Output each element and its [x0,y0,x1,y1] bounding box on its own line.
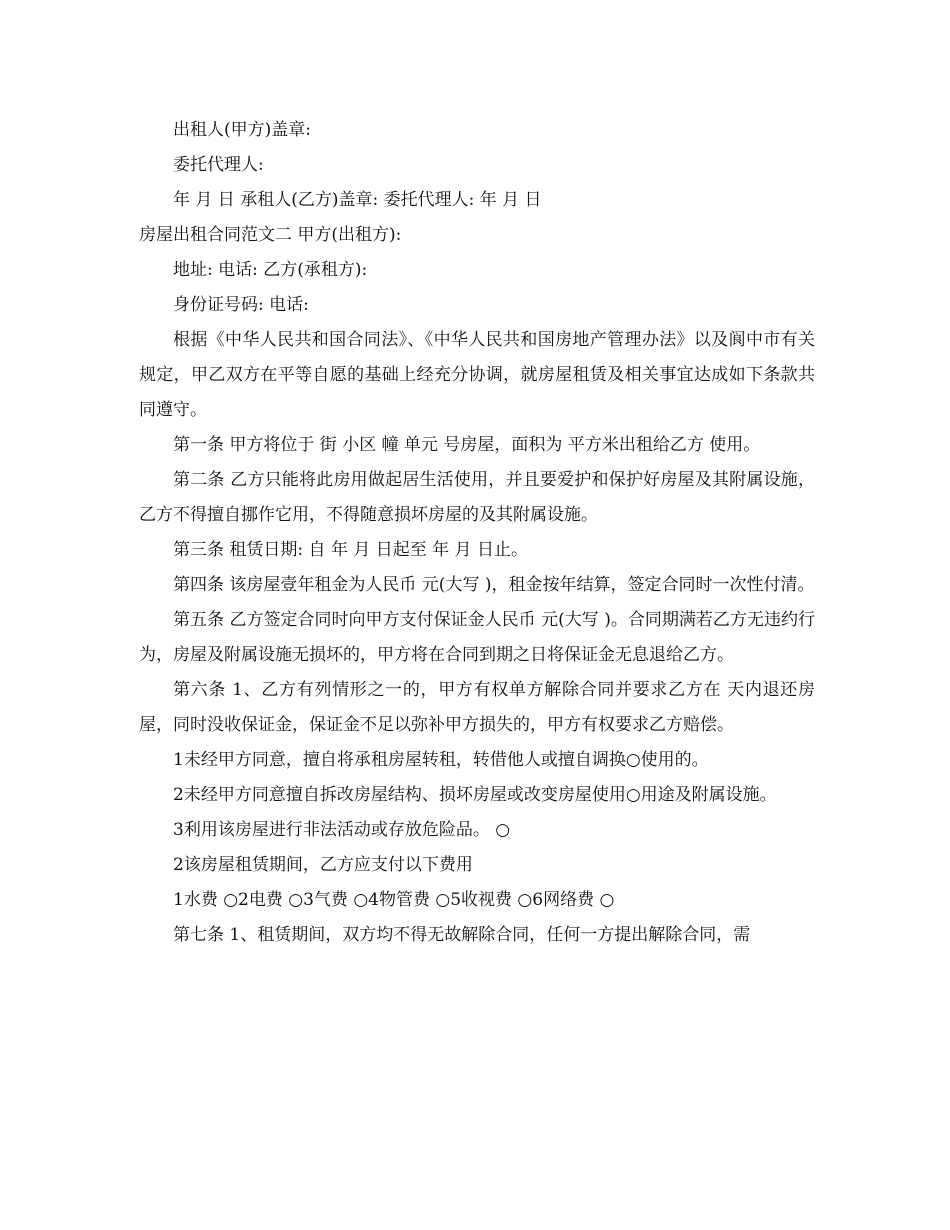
paragraph-fees-intro: 2该房屋租赁期间，乙方应支付以下费用 [173,855,473,875]
contract-text [139,113,815,953]
paragraph-article-7: 第七条 1、租赁期间，双方均不得无故解除合同，任何一方提出解除合同，需 [173,925,751,945]
paragraph-article-6-item-3: 3利用该房屋进行非法活动或存放危险品。 ○ [173,820,511,840]
paragraph-fees-list: 1水费 ○2电费 ○3气费 ○4物管费 ○5收视费 ○6网络费 ○ [173,890,615,910]
paragraph-address-phone: 地址: 电话: 乙方(承租方): [173,260,368,280]
paragraph-article-6: 第六条 1、乙方有列情形之一的，甲方有权单方解除合同并要求乙方在 天内退还房屋，同时没收保证金，保证金不足以弥补甲方损失的，甲方有权要求乙方赔偿。 [139,680,815,735]
paragraph-date-lessee-seal: 年 月 日 承租人(乙方)盖章: 委托代理人: 年 月 日 [173,190,542,210]
paragraph-article-5: 第五条 乙方签定合同时向甲方支付保证金人民币 元(大写 )。合同期满若乙方无违约行为，房屋及附属设施无损坏的，甲方将在合同到期之日将保证金无息退给乙方。 [139,610,815,665]
paragraph-article-4: 第四条 该房屋壹年租金为人民币 元(大写 )，租金按年结算，签定合同时一次性付清。 [173,575,815,595]
paragraph-article-3: 第三条 租赁日期: 自 年 月 日起至 年 月 日止。 [173,540,528,560]
paragraph-article-6-item-1: 1未经甲方同意，擅自将承租房屋转租，转借他人或擅自调换○使用的。 [173,750,709,770]
paragraph-lessor-seal: 出租人(甲方)盖章: [173,120,311,140]
paragraph-agent: 委托代理人: [173,155,264,175]
paragraph-article-6-item-2: 2未经甲方同意擅自拆改房屋结构、损坏房屋或改变房屋使用○用途及附属设施。 [173,785,777,805]
paragraph-article-2: 第二条 乙方只能将此房用做起居生活使用，并且要爱护和保护好房屋及其附属设施，乙方不得擅自挪作它用，不得随意损坏房屋的及其附属设施。 [139,470,815,525]
paragraph-template-title: 房屋出租合同范文二 甲方(出租方): [139,225,402,245]
paragraph-preamble: 根据《中华人民共和国合同法》、《中华人民共和国房地产管理办法》以及阆中市有关规定，甲乙双方在平等自愿的基础上经充分协调，就房屋租赁及相关事宜达成如下条款共同遵守。 [139,330,815,420]
paragraph-article-1: 第一条 甲方将位于 街 小区 幢 单元 号房屋，面积为 平方米出租给乙方 使用。 [173,435,761,455]
paragraph-id-number: 身份证号码: 电话: [173,295,309,315]
